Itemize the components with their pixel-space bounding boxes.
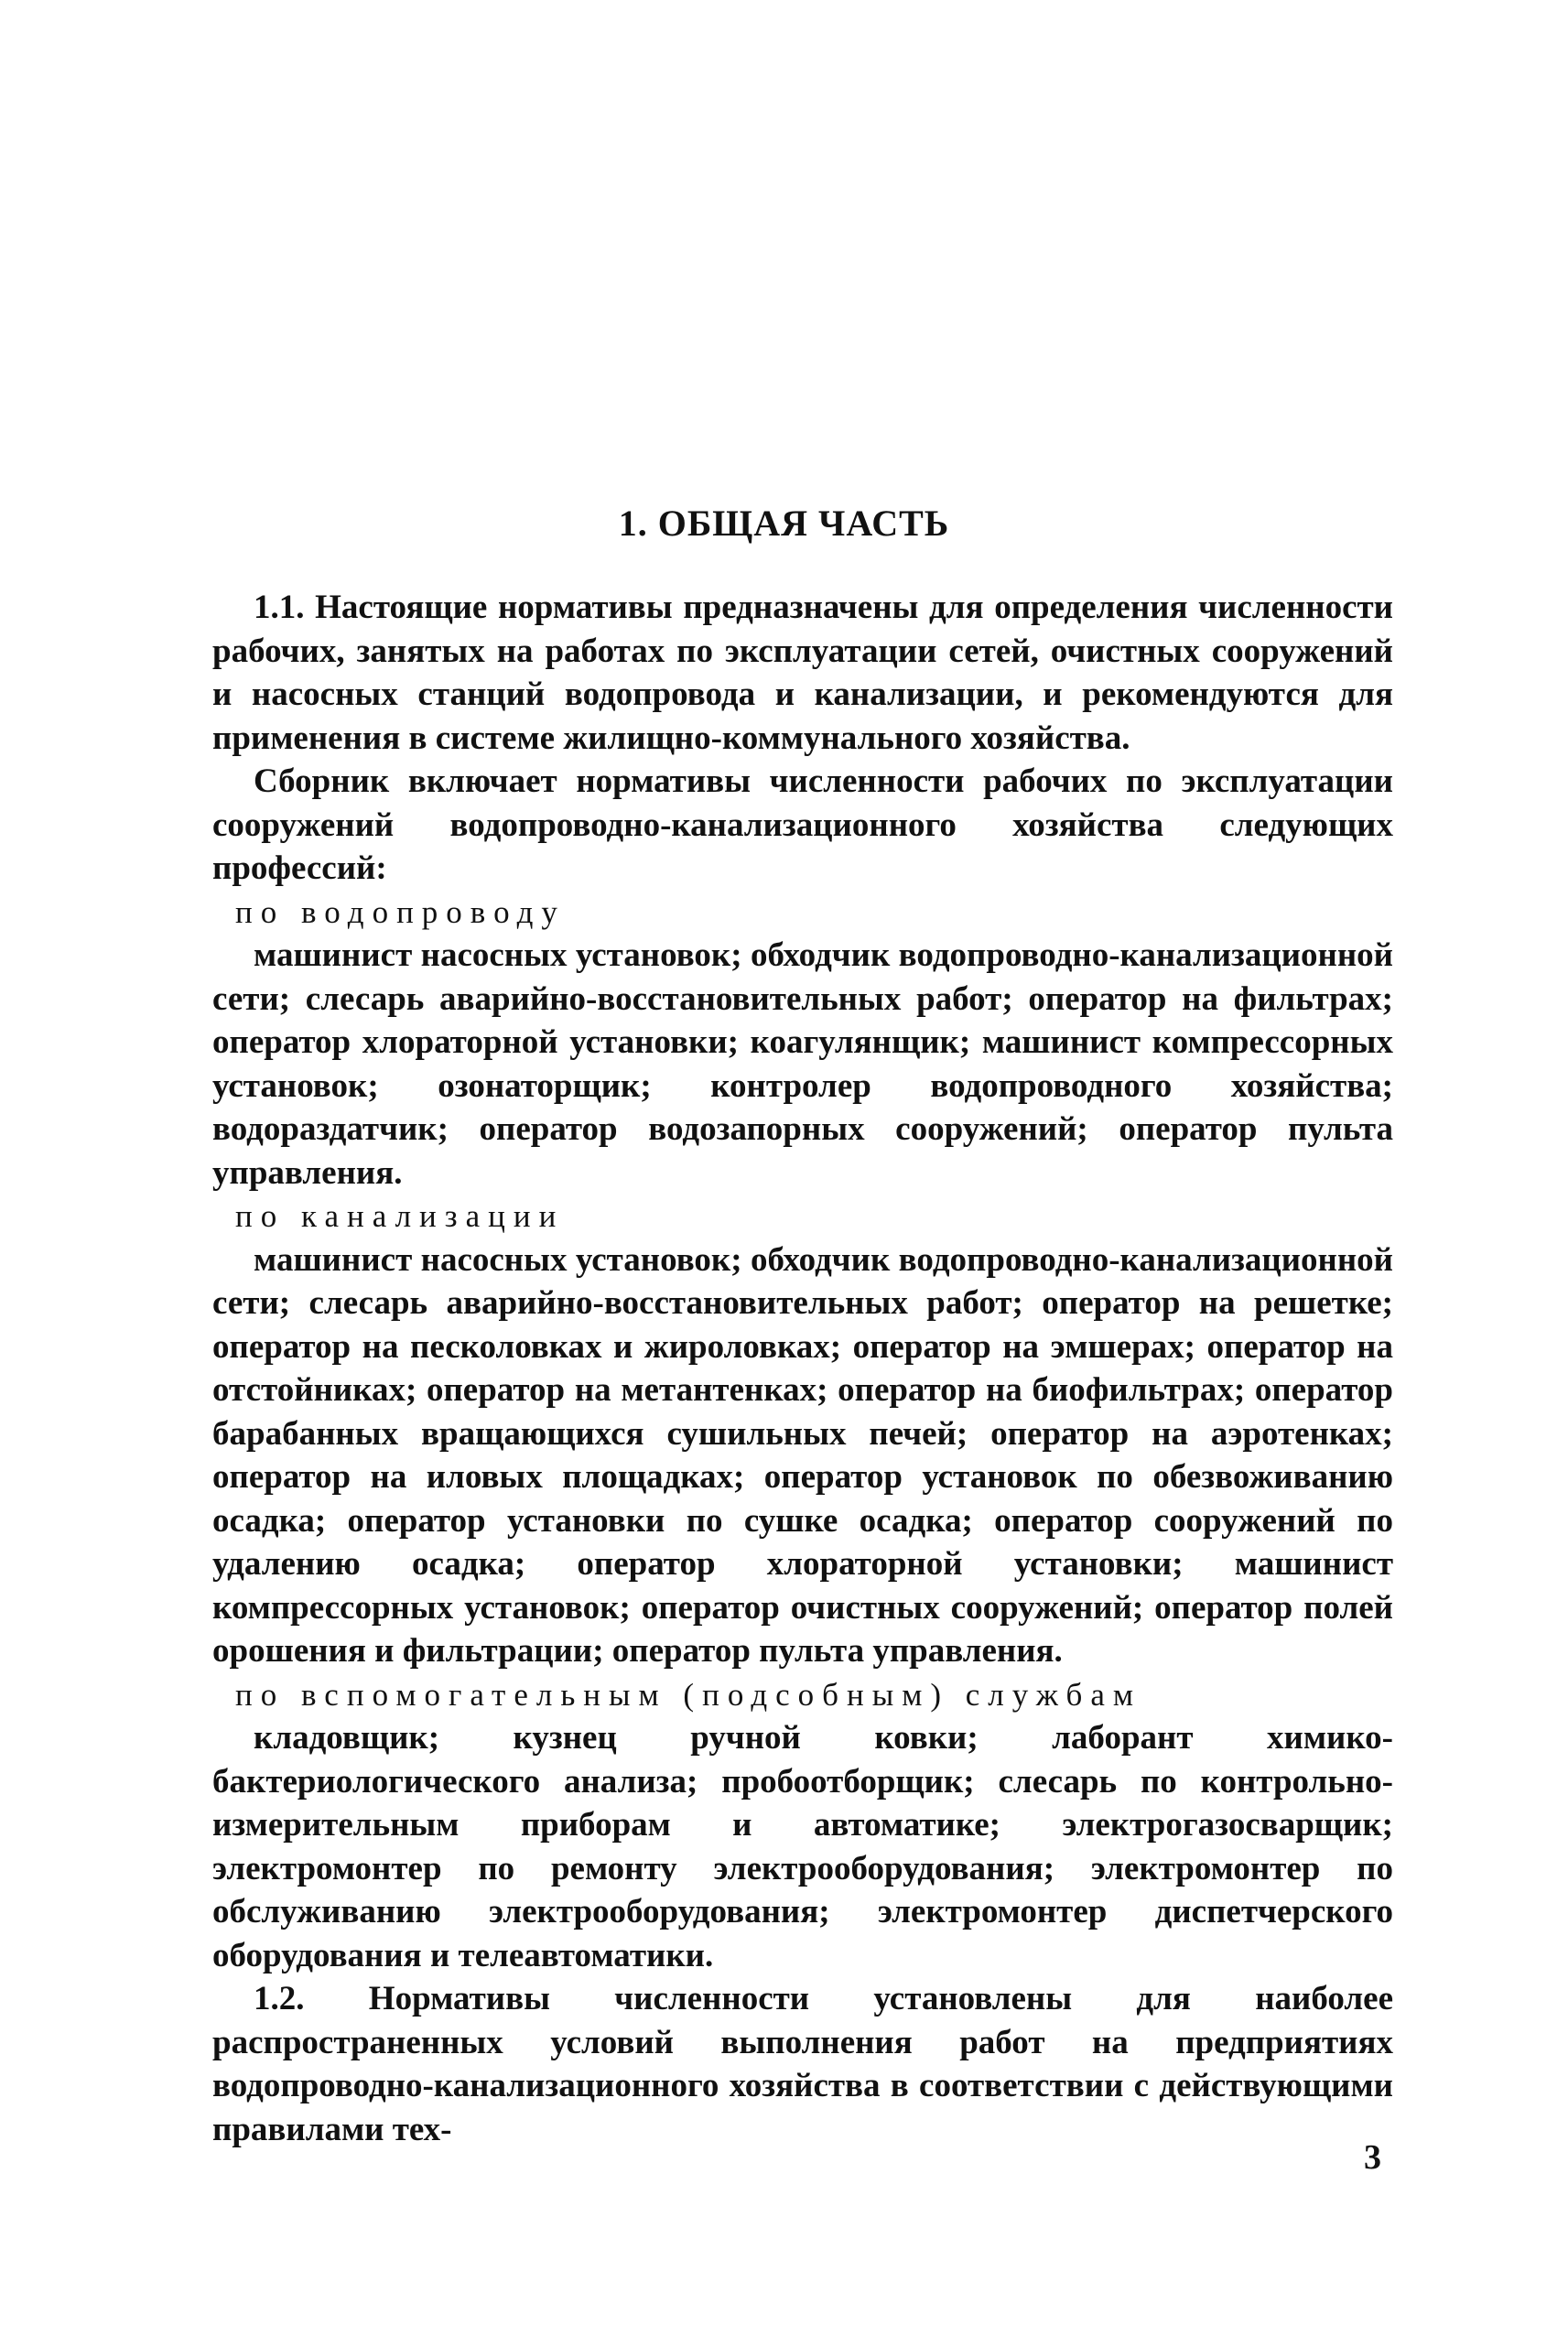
page-number: 3 <box>1364 2138 1381 2177</box>
body-text <box>212 586 1393 2151</box>
section-heading: 1. ОБЩАЯ ЧАСТЬ <box>618 503 950 544</box>
subhead-water-supply: по водопроводу <box>235 893 566 930</box>
paragraph-1-2: 1.2. Нормативы численности установлены для наиболее распространенных условий выполнения работ на предприятиях водопроводно-канализационного хозяйства в соответствии с действующими правилами тех- <box>212 1980 1393 2148</box>
paragraph-auxiliary-professions: кладовщик; кузнец ручной ковки; лаборант химико-бактериологического анализа; пробоотборщик; слесарь по контрольно-измерительным приборам и автоматике; электрогазосварщик; электромонтер по ремонту электрооборудования; электромонтер по обслуживанию электрооборудования; электромонтер диспетчерского оборудования и телеавтоматики. <box>212 1719 1393 1974</box>
paragraph-1-1: 1.1. Настоящие нормативы предназначены для определения численности рабочих, занятых на работах по эксплуатации сетей, очистных сооружений и насосных станций водопровода и канализации, и рекомендуются для применения в системе жилищно-коммунального хозяйства. <box>212 589 1393 757</box>
paragraph-collection-intro: Сборник включает нормативы численности рабочих по эксплуатации сооружений водопроводно-канализационного хозяйства следующих профессий: <box>212 762 1393 887</box>
paragraph-sewerage-professions: машинист насосных установок; обходчик водопроводно-канализационной сети; слесарь аварийно-восстановительных работ; оператор на решетке; оператор на песколовках и жироловках; оператор на эмшерах; оператор на отстойниках; оператор на метантенках; оператор на биофильтрах; оператор барабанных вращающихся сушильных печей; оператор на аэротенках; оператор на иловых площадках; оператор установок по обезвоживанию осадка; оператор установки по сушке осадка; оператор сооружений по удалению осадка; оператор хлораторной установки; машинист компрессорных установок; оператор очистных сооружений; оператор полей орошения и фильтрации; оператор пульта управления. <box>212 1240 1393 1670</box>
subhead-auxiliary-services: по вспомогательным (подсобным) службам <box>235 1676 1142 1713</box>
subhead-sewerage: по канализации <box>235 1198 565 1234</box>
paragraph-water-supply-professions: машинист насосных установок; обходчик водопроводно-канализационной сети; слесарь аварийно-восстановительных работ; оператор на фильтрах; оператор хлораторной установки; коагулянщик; машинист компрессорных установок; озонаторщик; контролер водопроводного хозяйства; водораздатчик; оператор водозапорных сооружений; оператор пульта управления. <box>212 936 1393 1192</box>
